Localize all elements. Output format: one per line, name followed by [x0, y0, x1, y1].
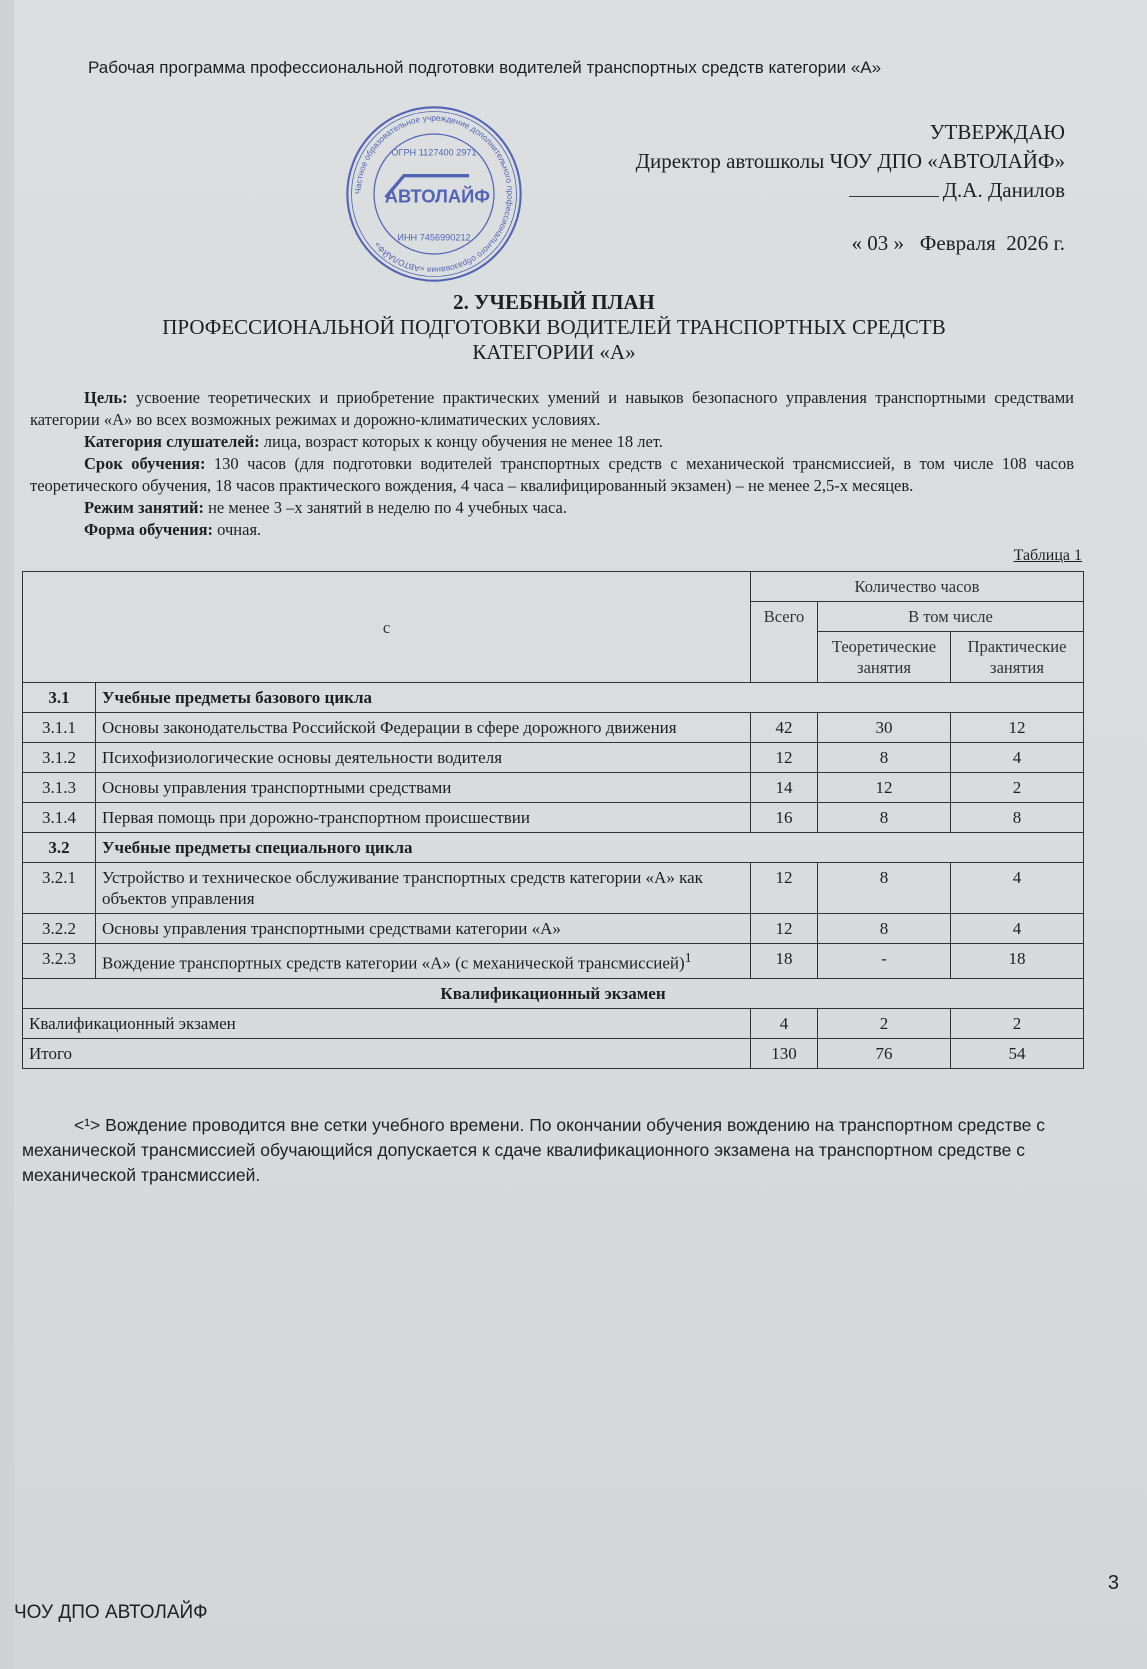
hours-total: 16: [751, 803, 818, 833]
section-title: Учебные предметы базового цикла: [96, 683, 1084, 713]
hours-practice: 4: [951, 863, 1084, 914]
exam-name: Квалификационный экзамен: [23, 1008, 751, 1038]
running-header: Рабочая программа профессиональной подготовки водителей транспортных средств категории «А»: [88, 58, 882, 77]
page-number: 3: [1107, 1572, 1119, 1594]
hours-total: 4: [751, 1008, 818, 1038]
subject-name: Психофизиологические основы деятельности водителя: [96, 743, 751, 773]
footnote-text: Вождение проводится вне сетки учебного времени. По окончании обучения вождению на транспортном средстве с механической трансмиссией обучающийся допускается к сдаче квалификационного экзамена на транспортном средстве с механической трансмиссией.: [22, 1114, 1046, 1185]
section-subtitle-line1: ПРОФЕССИОНАЛЬНОЙ ПОДГОТОВКИ ВОДИТЕЛЕЙ ТРАНСПОРТНЫХ СРЕДСТВ: [162, 315, 946, 339]
stamp-ogrn: ОГРН 1127400 2971: [391, 147, 477, 158]
subject-code: 3.2.3: [23, 944, 96, 979]
subject-code: 3.1.4: [23, 803, 96, 833]
subject-name: [96, 944, 751, 979]
organization-stamp: [344, 104, 524, 284]
footnote-mark: <¹>: [74, 1114, 101, 1135]
curriculum-table: [22, 571, 1084, 1069]
hours-theory: 12: [818, 773, 951, 803]
hours-practice: 12: [951, 713, 1084, 743]
hours-practice: 4: [951, 743, 1084, 773]
approval-date: « 03 » Февраля 2026 г.: [851, 231, 1065, 255]
program-description: [30, 387, 1074, 541]
hours-total: 130: [751, 1038, 818, 1068]
hours-theory: 2: [818, 1008, 951, 1038]
table-label: Таблица 1: [1013, 547, 1082, 564]
table-row: [23, 773, 1084, 803]
hours-theory: 30: [818, 713, 951, 743]
approve-label: УТВЕРЖДАЮ: [929, 120, 1065, 144]
table-row: [23, 713, 1084, 743]
table-row: [23, 863, 1084, 914]
exam-row: [23, 1008, 1084, 1038]
header-hours: Количество часов: [751, 572, 1084, 602]
hours-practice: 2: [951, 773, 1084, 803]
footer-organization: ЧОУ ДПО АВТОЛАЙФ: [14, 1602, 208, 1623]
hours-practice: 2: [951, 1008, 1084, 1038]
subject-code: 3.1.3: [23, 773, 96, 803]
footnote-ref: 1: [684, 950, 692, 966]
hours-practice: 18: [951, 944, 1084, 979]
header-practice: Практические занятия: [951, 632, 1084, 683]
form-paragraph: Форма обучения: очная.: [84, 520, 262, 539]
hours-total: 12: [751, 743, 818, 773]
approver-name: Д.А. Данилов: [636, 176, 1065, 205]
hours-practice: 4: [951, 914, 1084, 944]
header-theory: Теоретические занятия: [818, 632, 951, 683]
total-name: Итого: [23, 1038, 751, 1068]
section-row: [23, 833, 1084, 863]
subject-name: Основы управления транспортными средствами: [96, 773, 751, 803]
hours-total: 42: [751, 713, 818, 743]
section-subtitle-line2: КАТЕГОРИИ «А»: [472, 340, 636, 364]
hours-total: 12: [751, 914, 818, 944]
subject-code: 3.2.2: [23, 914, 96, 944]
exam-heading-row: [23, 978, 1084, 1008]
section-title: Учебные предметы специального цикла: [96, 833, 1084, 863]
subject-name: Устройство и техническое обслуживание транспортных средств категории «А» как объектов управления: [96, 863, 751, 914]
table-row: [23, 743, 1084, 773]
table-row: [23, 914, 1084, 944]
hours-practice: 54: [951, 1038, 1084, 1068]
subject-name: Основы управления транспортными средствами категории «А»: [96, 914, 751, 944]
subject-name: Основы законодательства Российской Федерации в сфере дорожного движения: [96, 713, 751, 743]
hours-theory: 8: [818, 743, 951, 773]
exam-heading: Квалификационный экзамен: [23, 978, 1084, 1008]
header-total: Всего: [751, 602, 818, 683]
hours-total: 18: [751, 944, 818, 979]
section-code: 3.1: [23, 683, 96, 713]
table-row: [23, 944, 1084, 979]
hours-theory: -: [818, 944, 951, 979]
total-row: [23, 1038, 1084, 1068]
header-including: В том числе: [818, 602, 1084, 632]
duration-paragraph: Срок обучения: 130 часов (для подготовки водителей транспортных средств с механической трансмиссией, в том числе 108 часов теоретического обучения, 18 часов практического вождения, 4 часа – квалифицированный экзамен) – не менее 2,5-х месяцев.: [30, 454, 1074, 495]
hours-total: 12: [751, 863, 818, 914]
subject-name-text: Вождение транспортных средств категории «А» (с механической трансмиссией): [102, 953, 685, 973]
stamp-center: АВТОЛАЙФ: [384, 185, 490, 207]
section-row: [23, 683, 1084, 713]
spacer: [636, 205, 1065, 229]
subject-code: 3.1.1: [23, 713, 96, 743]
hours-theory: 76: [818, 1038, 951, 1068]
audience-paragraph: Категория слушателей: лица, возраст которых к концу обучения не менее 18 лет.: [84, 432, 663, 451]
section-title: 2. УЧЕБНЫЙ ПЛАН: [453, 290, 655, 314]
hours-total: 14: [751, 773, 818, 803]
schedule-paragraph: Режим занятий: не менее 3 –х занятий в неделю по 4 учебных часа.: [84, 498, 567, 517]
hours-practice: 8: [951, 803, 1084, 833]
approver-position: Директор автошколы ЧОУ ДПО «АВТОЛАЙФ»: [635, 149, 1065, 173]
signature-line: [849, 196, 939, 197]
subject-code: 3.2.1: [23, 863, 96, 914]
main-content: [22, 290, 1086, 1188]
hours-theory: 8: [818, 803, 951, 833]
footnote: [22, 1113, 1122, 1188]
stamp-inn: ИНН 7456990212: [397, 232, 471, 243]
table-row: [23, 803, 1084, 833]
goal-paragraph: Цель: усвоение теоретических и приобретение практических умений и навыков безопасного управления транспортными средствами категории «А» во всех возможных режимах и дорожно-климатических условиях.: [30, 388, 1074, 429]
hours-theory: 8: [818, 863, 951, 914]
hours-theory: 8: [818, 914, 951, 944]
section-code: 3.2: [23, 833, 96, 863]
approval-block: [636, 118, 1065, 258]
subject-code: 3.1.2: [23, 743, 96, 773]
header-subject: с: [23, 572, 751, 683]
stamp-ring-text: Частное образовательное учреждение дополнительного профессионального образования «АВТОЛАЙФ»: [352, 112, 516, 276]
document-page: [14, 0, 1147, 1669]
subject-name: Первая помощь при дорожно-транспортном происшествии: [96, 803, 751, 833]
